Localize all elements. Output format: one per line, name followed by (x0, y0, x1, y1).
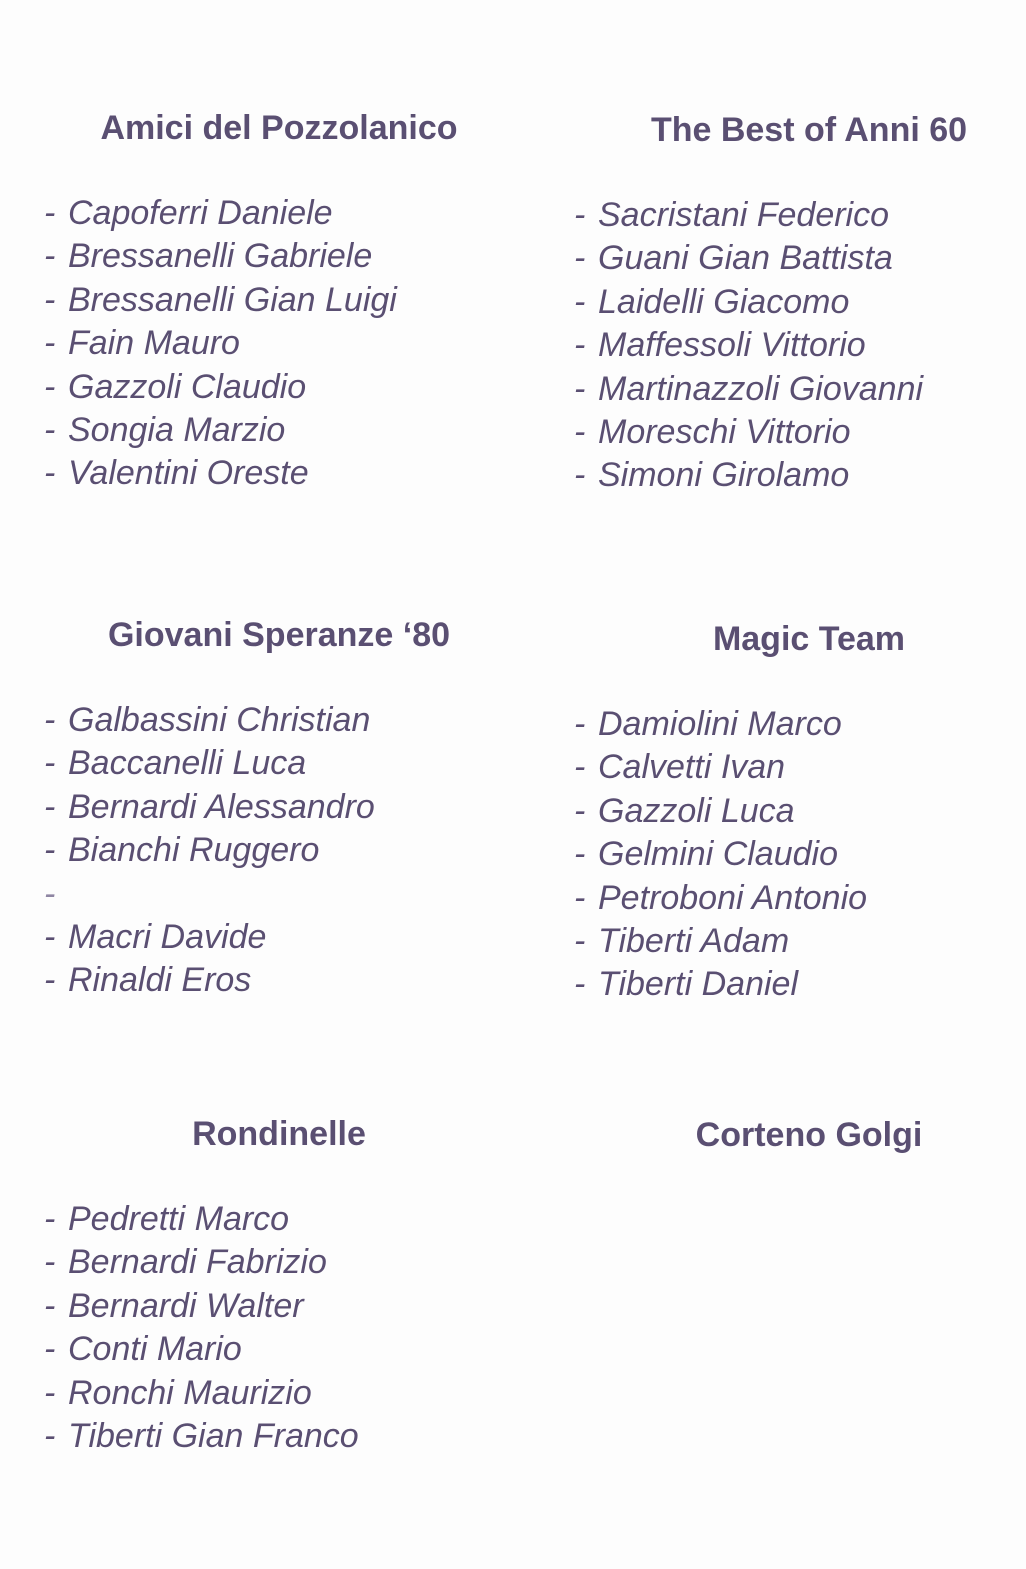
dash: - (44, 454, 56, 493)
member-name: Pedretti Marco (68, 1200, 290, 1238)
member-name: Bernardi Alessandro (68, 787, 375, 826)
roster-item (44, 742, 514, 785)
member-name: Valentini Oreste (68, 454, 309, 493)
roster-item (574, 790, 1026, 833)
roster-item (574, 281, 1026, 324)
dash: - (44, 917, 56, 956)
team-roster (44, 699, 514, 1003)
member-name: Bernardi Fabrizio (68, 1243, 327, 1282)
member-name: Martinazzoli Giovanni (598, 369, 924, 408)
team-the-best-of-anni-60 (574, 110, 1026, 498)
member-name: Bressanelli Gian Luigi (68, 280, 397, 319)
dash: - (574, 326, 586, 365)
team-title: Amici del Pozzolanico (100, 109, 458, 147)
team-amici-del-pozzolanico (44, 108, 514, 496)
member-name: Ronchi Maurizio (68, 1373, 312, 1412)
roster-item (44, 1198, 514, 1241)
member-name: Capoferri Daniele (68, 194, 333, 232)
dash: - (44, 1330, 56, 1369)
dash: - (44, 280, 56, 319)
member-name: Sacristani Federico (598, 196, 890, 234)
dash: - (574, 196, 586, 234)
roster-item (574, 963, 1026, 1006)
roster-item (44, 279, 514, 322)
roster-item (574, 920, 1026, 963)
dash: - (574, 456, 586, 495)
team-magic-team (574, 619, 1026, 1007)
dash: - (44, 787, 56, 826)
dash: - (44, 1373, 56, 1412)
dash: - (44, 701, 56, 739)
roster-item (574, 324, 1026, 367)
roster-item (574, 877, 1026, 920)
member-name: Petroboni Antonio (598, 878, 868, 917)
member-name: Macri Davide (68, 917, 267, 956)
roster-item (44, 235, 514, 278)
member-name: Simoni Girolamo (598, 456, 850, 495)
roster-item (574, 194, 1026, 237)
dash: - (44, 194, 56, 232)
member-name: Guani Gian Battista (598, 239, 893, 278)
roster-item (44, 786, 514, 829)
member-name: Bressanelli Gabriele (68, 237, 373, 276)
dash: - (574, 369, 586, 408)
member-name: Gelmini Claudio (598, 835, 838, 874)
team-roster (574, 703, 1026, 1007)
dash: - (44, 1286, 56, 1325)
dash: - (44, 1200, 56, 1238)
dash: - (44, 831, 56, 870)
roster-item-erased (44, 873, 514, 916)
dash: - (574, 705, 586, 743)
roster-item (44, 1328, 514, 1371)
dash: - (44, 324, 56, 363)
roster-item (44, 1372, 514, 1415)
roster-item (44, 699, 514, 742)
member-name: Maffessoli Vittorio (598, 326, 866, 365)
team-title: Rondinelle (192, 1115, 366, 1153)
member-name: Bianchi Ruggero (68, 831, 320, 870)
member-name: Baccanelli Luca (68, 744, 307, 783)
dash: - (574, 921, 586, 960)
roster-item (574, 454, 1026, 497)
member-name: Bernardi Walter (68, 1286, 304, 1325)
team-title: Magic Team (712, 620, 906, 658)
team-roster (44, 192, 514, 496)
member-name: Calvetti Ivan (598, 748, 786, 787)
dash: - (44, 237, 56, 276)
team-title: Giovani Speranze ‘80 (107, 616, 451, 654)
dash: - (574, 835, 586, 874)
roster-item (574, 368, 1026, 411)
dash: - (44, 961, 56, 1000)
dash: - (44, 874, 56, 913)
team-giovani-speranze-80 (44, 615, 514, 1003)
member-name: Songia Marzio (68, 410, 286, 449)
member-name: Conti Mario (68, 1330, 242, 1369)
dash: - (44, 1243, 56, 1282)
team-title: The Best of Anni 60 (650, 111, 968, 149)
team-roster (574, 194, 1026, 498)
team-title: Corteno Golgi (695, 1116, 923, 1154)
dash: - (574, 282, 586, 321)
dash: - (44, 1416, 56, 1455)
roster-item (44, 959, 514, 1002)
roster-item (44, 409, 514, 452)
roster-item (574, 237, 1026, 280)
roster-item (44, 1415, 514, 1458)
roster-item (44, 366, 514, 409)
roster-item (574, 703, 1026, 746)
roster-item (44, 916, 514, 959)
roster-item (574, 833, 1026, 876)
member-name: Galbassini Christian (68, 701, 371, 739)
member-name: Laidelli Giacomo (598, 282, 850, 321)
member-name: Moreschi Vittorio (598, 412, 851, 451)
team-rondinelle (44, 1114, 514, 1458)
roster-item (44, 192, 514, 235)
member-name: Tiberti Daniel (598, 965, 798, 1004)
roster-item (574, 411, 1026, 454)
dash: - (44, 410, 56, 449)
dash: - (574, 878, 586, 917)
roster-item (574, 746, 1026, 789)
roster-item (44, 322, 514, 365)
roster-item (44, 829, 514, 872)
member-name: Rinaldi Eros (68, 961, 252, 1000)
member-name: Damiolini Marco (598, 705, 842, 743)
member-name: Tiberti Gian Franco (68, 1416, 359, 1455)
roster-item (44, 1285, 514, 1328)
member-name: Gazzoli Claudio (68, 367, 307, 406)
dash: - (44, 367, 56, 406)
dash: - (574, 791, 586, 830)
dash: - (574, 748, 586, 787)
dash: - (574, 965, 586, 1004)
roster-item (44, 452, 514, 495)
roster-item (44, 1241, 514, 1284)
member-name: Tiberti Adam (598, 921, 790, 960)
team-corteno-golgi (574, 1115, 1026, 1155)
member-name: Fain Mauro (68, 324, 240, 363)
dash: - (574, 412, 586, 451)
dash: - (44, 744, 56, 783)
member-name: Gazzoli Luca (598, 791, 795, 830)
dash: - (574, 239, 586, 278)
team-roster (44, 1198, 514, 1458)
